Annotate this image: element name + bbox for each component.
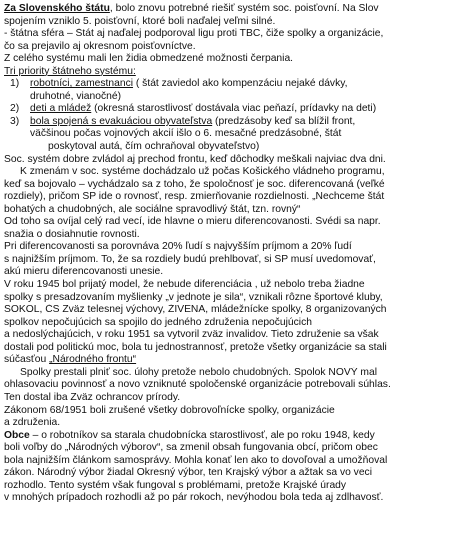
text-line: s najnižším príjmom. To, že sa rozdiely budú prehlbovať, si SP musí uvedomovať, — [4, 253, 376, 265]
paragraph-slovak-state-line-1 — [4, 3, 450, 16]
text-line: SOKOL, ČS Zväz telesnej výchovy, ŽIVENA, mládežnícke spolky, 8 organizovaných — [4, 304, 387, 316]
text-line: - štátna sféra – Štát aj naďalej podporoval ligu proti TBC, čiže spolky a organizácie, — [4, 28, 384, 40]
text-line: a združenia. — [4, 417, 61, 429]
text-line: bohatých a chudobných, ale sociálne spravodlivý štát, tzn. rovný“ — [4, 203, 301, 215]
national-front-term: „Národného frontu“ — [49, 354, 137, 366]
priority-item-1 — [4, 78, 450, 91]
text-line: Pri diferencovanosti sa porovnáva 20% ľudí s najvyšším príjmom a 20% ľudí — [4, 241, 352, 253]
priority-item-1-continuation: druhotné, vianočné) — [30, 90, 122, 102]
text-line: spojením vzniklo 5. poisťovní, ktoré boli naďalej veľmi silné. — [4, 15, 276, 27]
priority-label: robotníci, zamestnanci — [30, 78, 134, 90]
text-line: – o robotníkov sa starala chudobnícka starostlivosť, ale po roku 1948, kedy — [29, 429, 375, 441]
priority-label: bola spojená s evakuáciou obyvateľstva — [30, 115, 213, 127]
priority-item-3-continuation: poskytoval autá, čím ochraňoval obyvateľstvo) — [48, 141, 260, 153]
list-number: 2) — [10, 103, 20, 115]
text-line: K zmenám v soc. systéme dochádzalo už počas Košického vládneho programu, — [20, 166, 385, 178]
text-line: ohlasovaciu povinnosť a novo vzniknuté spoločenské organizácie potrebovali súhlas. — [4, 379, 391, 391]
text-line: bola najnižším článkom samosprávy. Mohla konať len ako to dovoľoval a umožňoval — [4, 454, 388, 466]
text-line: akú mieru diferencovanosti unesie. — [4, 266, 164, 278]
text-line: rozhodlo. Tento systém však fungoval s problémami, pretože Krajské úrady — [4, 479, 347, 491]
priority-item-2 — [4, 103, 450, 116]
text-line: zákon. Národný výbor žiadal Okresný výbor, ten Krajský výbor a ažtak sa vo veci — [4, 467, 372, 479]
priority-item-3 — [4, 116, 450, 129]
priority-text: (predzásoby keď sa blížil front, — [212, 115, 356, 127]
text-line: a nedoslýchajúcich, v roku 1951 sa vytvoril zväz invalidov. Tieto združenie sa však — [4, 329, 379, 341]
text-line: boli voľby do „Národných výborov“, sa zmenil obsah fungovania obcí, pričom obec — [4, 442, 378, 454]
priority-text: ( štát zaviedol ako kompenzáciu nejaké dávky, — [133, 78, 348, 90]
paragraph-municipalities-line-1 — [4, 430, 450, 443]
list-number: 3) — [10, 115, 20, 127]
text-line: dostali pod politickú moc, bola tu jednostrannosť, pretože všetky organizácie sa stali — [4, 341, 387, 353]
text-line: Zákonom 68/1951 boli zrušené všetky dobrovoľnícke spolky, organizácie — [4, 404, 335, 416]
text-line: spolkov nepočujúcich sa spojilo do jedného združenia nepočujúcich — [4, 316, 312, 328]
text-line: čo sa prejavilo aj okresnom poisťovníctve. — [4, 40, 196, 52]
text-line: rozdiely), pričom SP ide o rovnosť, resp. zmierňovanie rozdielnosti. „Nechceme štát — [4, 191, 385, 203]
list-number: 1) — [10, 78, 20, 90]
text-line: Spolky prestali plniť soc. úlohy pretože nebolo chudobných. Spolok NOVÝ mal — [20, 366, 378, 378]
text-line: snažia o dosiahnutie rovnosti. — [4, 228, 140, 240]
text-line: v mnohých prípadoch rozhodli až po pár rokoch, nevýhodou bola teda aj zdlhavosť. — [4, 492, 384, 504]
text-line: Ten dostal iba Zväz ochrancov prírody. — [4, 391, 181, 403]
text-line — [4, 354, 450, 367]
priority-label: deti a mládež — [30, 103, 92, 115]
text-line: Soc. systém dobre zvládol aj prechod frontu, keď dôchodky meškali najviac dva dni. — [4, 153, 386, 165]
text-line: keď sa bojovalo – vychádzalo sa z toho, že spoločnosť je soc. diferencovaná (veľké — [4, 178, 385, 190]
slovak-state-heading: Za Slovenského štátu — [4, 3, 110, 14]
text-segment: súčasťou — [4, 354, 50, 366]
priority-item-3-continuation: väčšinou počas vojnových akcií išlo o 6. mesačné predzásobné, štát — [30, 128, 342, 140]
priority-text: (okresná starostlivosť dostávala viac peňazí, prídavky na deti) — [91, 103, 377, 115]
text-line: , bolo znovu potrebné riešiť systém soc. poisťovní. Na Slov — [109, 3, 379, 14]
municipalities-heading: Obce — [4, 429, 30, 441]
text-line: Od toho sa ovíjal celý rad vecí, ide hlavne o mieru diferencovanosti. Švédi sa napr. — [4, 216, 381, 228]
priorities-heading: Tri priority štátneho systému: — [4, 65, 136, 77]
text-line: spolky s presadzovaním myšlienky „v jednote je sila“, vznikali rôzne športové kluby, — [4, 291, 383, 303]
text-line: V roku 1945 bol prijatý model, že nebude diferenciácia , už nebolo treba žiadne — [4, 279, 365, 291]
text-line: Z celého systému mali len židia obmedzené možnosti čerpania. — [4, 53, 294, 65]
